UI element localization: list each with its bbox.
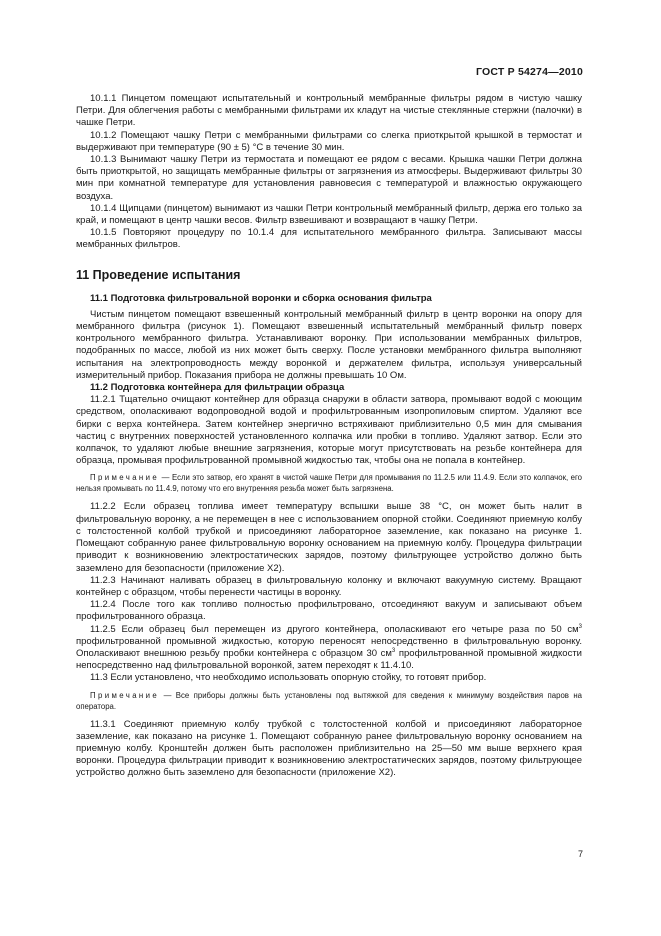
page-body (76, 93, 582, 780)
paragraph-11-2-5-part-b: профильтрованной промывной жидкостью, которую переносят непосредственно в фильтровальную воронку. Ополаскивают внешнюю резьбу пробки контейнера с образцом 30 см (76, 635, 582, 659)
note-text: — Если это затвор, его хранят в чистой чашке Петри для промывания по 11.2.5 или 11.4.9. Если это колпачок, его нельзя промывать по 11.4.9, потому что его внутренняя резьба может быть загрязнена. (76, 473, 582, 494)
paragraph-11-2-2: 11.2.2 Если образец топлива имеет температуру вспышки выше 38 °С, он может быть налит в фильтровальную воронку, а не перемещен в нее с использованием опорной стойки. Соединяют приемную колбу с толстостенной колбой трубкой и присоединяют лабораторное заземление, как показано на рисунке 1. Помещают собранную ранее фильтровальную воронку основанием на приемную колбу. Процедура фильтрации приводит к возникновению электростатических зарядов, поэтому фильтрующее устройство должно быть заземлено для безопасности (приложение Х2). (76, 501, 582, 574)
note-11-2-1 (76, 472, 582, 494)
paragraph-11-2-5-part-a: 11.2.5 Если образец был перемещен из другого контейнера, ополаскивают его четыре раза по 50 см (90, 623, 579, 635)
paragraph-10-1-1: 10.1.1 Пинцетом помещают испытательный и контрольный мембранные фильтры рядом в чистую чашку Петри. Для облегчения работы с мембранными фильтрами их кладут на чистые стеклянные стержни (палочки) в чашке Петри. (76, 93, 582, 129)
superscript: 3 (391, 647, 396, 654)
paragraph-10-1-5: 10.1.5 Повторяют процедуру по 10.1.4 для испытательного мембранного фильтра. Записывают массы мембранных фильтров. (76, 227, 582, 251)
paragraph-11-2-1: 11.2.1 Тщательно очищают контейнер для образца снаружи в области затвора, промывают водой с моющим средством, ополаскивают водопроводной водой и профильтрованным изопропиловым спиртом. Удаляют все бирки с верха контейнера. Затем контейнер энергично встряхивают приблизительно 0,5 мин для смывания частиц с внутренних поверхностей установленного колпачка или пробки в топливо. Удаляют затвор. Если это колпачок, то удаляют любые внешние загрязнения, которые могут присутствовать на резьбе контейнера для образца, промывая профильтрованной промывной жидкостью так, чтобы она не попала в контейнер. (76, 394, 582, 467)
note-text: — Все приборы должны быть установлены под вытяжкой для сведения к минимуму воздействия паров на оператора. (76, 690, 582, 711)
paragraph-10-1-4: 10.1.4 Щипцами (пинцетом) вынимают из чашки Петри контрольный мембранный фильтр, держа его только за край, и помещают в центр чашки весов. Фильтр взвешивают и возвращают в чашку Петри. (76, 202, 582, 227)
superscript: 3 (578, 623, 582, 630)
note-11-3 (76, 690, 582, 712)
paragraph-11-2-5 (76, 624, 582, 673)
paragraph-11-2-4: 11.2.4 После того как топливо полностью профильтровано, отсоединяют вакуум и записывают объем профильтрованного образца. (76, 599, 582, 623)
page-number: 7 (577, 849, 583, 859)
paragraph-11-3-1: 11.3.1 Соединяют приемную колбу трубкой с толстостенной колбой и присоединяют лабораторное заземление, как показано на рисунке 1. Помещают собранную ранее фильтровальную воронку основанием на приемную колбу. Кронштейн должен быть расположен приблизительно на 25—50 мм выше верхнего края воронки. Процедура фильтрации приводит к возникновению электростатических зарядов, поэтому фильтрующее устройство должно быть заземлено для безопасности (приложение Х2). (76, 718, 582, 779)
paragraph-10-1-3: 10.1.3 Вынимают чашку Петри из термостата и помещают ее рядом с весами. Крышка чашки Петри должна быть приоткрытой, но защищать мембранные фильтры от загрязнения из атмосферы. Выдерживают фильтры 30 мин при комнатной температуре для установления равновесия с температурой и влажностью окружающего воздуха. (76, 154, 582, 202)
paragraph-11-2-5-part-c: профильтрованной промывной жидкости непосредственно над фильтровальной воронкой, затем переходят к 11.4.10. (76, 647, 582, 672)
note-label: Примечание (90, 690, 160, 700)
paragraph-11-2-3: 11.2.3 Начинают наливать образец в фильтровальную колонку и включают вакуумную систему. Вращают контейнер с образцом, чтобы перенести частицы в воронку. (76, 574, 582, 598)
paragraph-11-1: Чистым пинцетом помещают взвешенный контрольный мембранный фильтр в центр воронки на опору для мембранного фильтра (рисунок 1). Помещают взвешенный испытательный мембранный фильтр поверх контрольного мембранного фильтра. Устанавливают воронку. При использовании мембранных фильтров, подобранных по массе, любой из них может быть сверху. После установки мембранного фильтра выполняют испытания на электропроводность между воронкой и держателем фильтра, используя универсальный измерительный прибор. Показания прибора не должны превышать 10 Ом. (76, 308, 582, 381)
document-header: ГОСТ Р 54274—2010 (475, 66, 583, 78)
paragraph-11-3: 11.3 Если установлено, что необходимо использовать опорную стойку, то готовят прибор. (90, 672, 487, 684)
section-heading-11: 11 Проведение испытания (76, 267, 241, 282)
note-label: Примечание (90, 473, 160, 483)
paragraph-10-1-2: 10.1.2 Помещают чашку Петри с мембранными фильтрами со слегка приоткрытой крышкой в термостат и выдерживают при температуре (90 ± 5) °С в течение 30 мин. (76, 129, 582, 153)
subsection-heading-11-2: 11.2 Подготовка контейнера для фильтрации образца (90, 382, 345, 394)
subsection-heading-11-1: 11.1 Подготовка фильтровальной воронки и сборка основания фильтра (90, 292, 432, 304)
